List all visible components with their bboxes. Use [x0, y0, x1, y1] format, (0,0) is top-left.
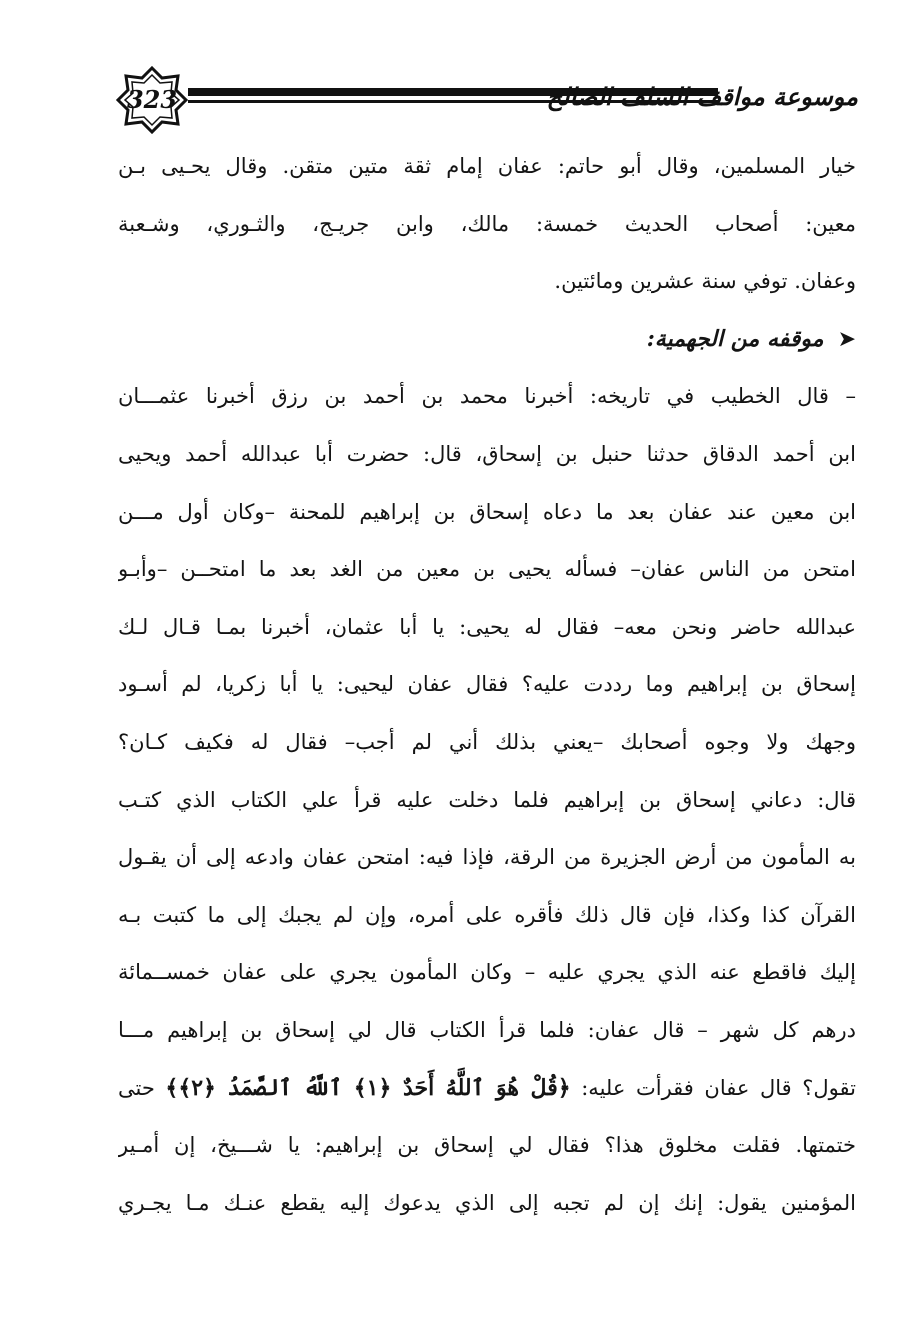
body-line: المؤمنين يقول: إنك إن لم تجبه إلى الذي يدعوك إليه يقطع عنـك مـا يجـري: [118, 1190, 856, 1215]
arrow-bullet-icon: ➤: [837, 326, 856, 352]
quran-line: [118, 1060, 856, 1118]
page-number: 323: [126, 85, 178, 114]
body-line: قال: دعاني إسحاق بن إبراهيم فلما دخلت عليه قرأ علي الكتاب الذي كتـب: [118, 787, 856, 812]
body-line: ابن أحمد الدقاق حدثنا حنبل بن إسحاق، قال: حضرت أبا عبدالله أحمد ويحيى: [118, 441, 856, 466]
body-line: – قال الخطيب في تاريخه: أخبرنا محمد بن أحمد بن رزق أخبرنا عثمـــان: [118, 384, 856, 409]
page-body: [118, 138, 856, 1232]
body-line: درهم كل شهر – قال عفان: فلما قرأ الكتاب قال لي إسحاق بن إبراهيم مـــا: [118, 1017, 856, 1042]
quran-line-before: تقول؟ قال عفان فقرأت عليه:: [581, 1075, 856, 1100]
body-line: معين: أصحاب الحديث خمسة: مالك، وابن جريـج، والثـوري، وشـعبة: [118, 211, 856, 236]
body-line: إليك فاقطع عنه الذي يجري عليه – وكان المأمون يجري على عفان خمســمائة: [118, 960, 856, 985]
body-line: به المأمون من أرض الجزيرة من الرقة، فإذا فيه: امتحن عفان وادعه إلى أن يقـول: [118, 845, 856, 870]
body-line: عبدالله حاضر ونحن معه– فقال له يحيى: يا أبا عثمان، أخبرنا بمـا قـال لـك: [118, 614, 856, 639]
body-line: ختمتها. فقلت مخلوق هذا؟ فقال لي إسحاق بن إبراهيم: يا شـــيخ، إن أمـير: [118, 1133, 856, 1158]
quran-line-after: حتى: [118, 1075, 155, 1100]
page-number-badge: [116, 66, 188, 134]
body-line: القرآن كذا وكذا، فإن قال ذلك فأقره على أمره، وإن لم يجبك إلى ما كتبت بـه: [118, 902, 856, 927]
section-heading: [118, 311, 856, 369]
running-title: موسوعة مواقف السلف الصالح: [546, 82, 858, 111]
body-line: وجهك ولا وجوه أصحابك –يعني بذلك أني لم أجب– فقال له فكيف كـان؟: [118, 729, 856, 754]
body-line: امتحن من الناس عفان– فسأله يحيى بن معين من الغد بعد ما امتحــن –وأبـو: [118, 557, 856, 582]
page-header: [116, 66, 858, 134]
body-line: خيار المسلمين، وقال أبو حاتم: عفان إمام ثقة متين متقن. وقال يحـيى بـن: [118, 154, 856, 178]
section-heading-text: موقفه من الجهمية:: [646, 325, 824, 352]
body-line: ابن معين عند عفان بعد ما دعاه إسحاق بن إبراهيم للمحنة –وكان أول مـــن: [118, 499, 856, 524]
quran-verse: ﴿قُلْ هُوَ ٱللَّهُ أَحَدٌ ﴿١﴾ ٱللَّهُ ٱلصَّمَدُ ﴿٢﴾﴾: [165, 1074, 571, 1101]
body-line: وعفان. توفي سنة عشرين ومائتين.: [554, 269, 856, 294]
body-line: إسحاق بن إبراهيم وما رددت عليه؟ فقال عفان ليحيى: يا أبا زكريا، لم أسـود: [118, 672, 856, 697]
